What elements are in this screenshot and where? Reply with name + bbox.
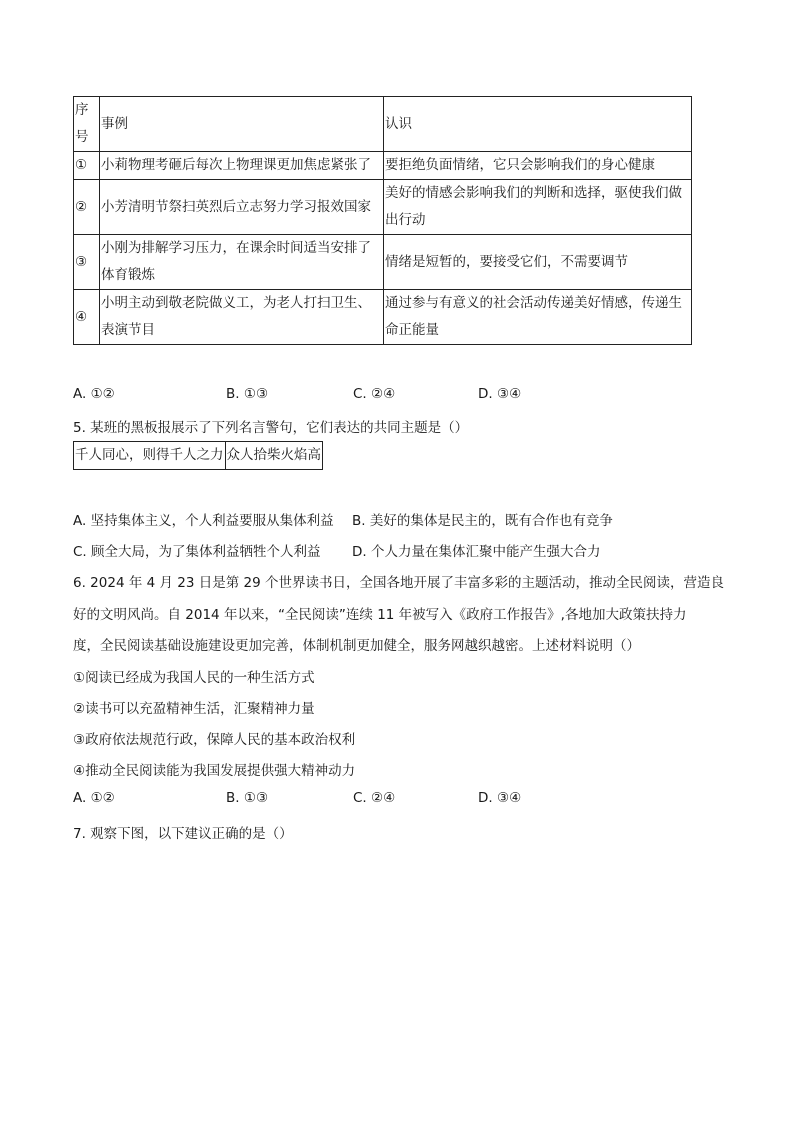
table-row <box>74 290 692 345</box>
table-header-row <box>74 97 692 152</box>
row-case: 小莉物理考砸后每次上物理课更加焦虑紧张了 <box>100 152 384 180</box>
q6-option-d[interactable]: D. ③④ <box>478 790 522 806</box>
row-understanding: 情绪是短暂的，要接受它们，不需要调节 <box>384 235 692 290</box>
q5-option-c[interactable]: C. 顾全大局，为了集体利益牺牲个人利益 <box>73 544 321 560</box>
q4-option-c[interactable]: C. ②④ <box>353 386 396 402</box>
q4-option-d[interactable]: D. ③④ <box>478 386 522 402</box>
q5-option-b[interactable]: B. 美好的集体是民主的，既有合作也有竞争 <box>352 513 613 529</box>
table-row <box>74 152 692 180</box>
q5-quote-table <box>73 441 323 470</box>
row-understanding: 通过参与有意义的社会活动传递美好情感，传递生命正能量 <box>384 290 692 345</box>
q5-option-a[interactable]: A. 坚持集体主义，个人利益要服从集体利益 <box>73 513 334 529</box>
q6-statement-2: ②读书可以充盈精神生活，汇聚精神力量 <box>73 701 315 717</box>
q6-statement-3: ③政府依法规范行政，保障人民的基本政治权利 <box>73 732 356 748</box>
row-index: ④ <box>74 290 100 345</box>
q5-stem: 5. 某班的黑板报展示了下列名言警句，它们表达的共同主题是（） <box>73 420 469 436</box>
quote-row <box>74 442 323 470</box>
quote-1: 千人同心，则得千人之力 <box>74 442 226 470</box>
row-index: ③ <box>74 235 100 290</box>
row-understanding: 美好的情感会影响我们的判断和选择，驱使我们做出行动 <box>384 180 692 235</box>
q4-table <box>73 96 692 345</box>
q6-stem-line-2: 好的文明风尚。自 2014 年以来，“全民阅读”连续 11 年被写入《政府工作报告》,各地加大政策扶持力 <box>73 607 687 623</box>
header-case: 事例 <box>100 97 384 152</box>
q6-statement-1: ①阅读已经成为我国人民的一种生活方式 <box>73 670 315 686</box>
q6-stem-line-3: 度，全民阅读基础设施建设更加完善，体制机制更加健全，服务网越织越密。上述材料说明（） <box>73 638 640 654</box>
q6-option-b[interactable]: B. ①③ <box>226 790 269 806</box>
q4-option-a[interactable]: A. ①② <box>73 386 115 402</box>
q6-stem-line-1: 6. 2024 年 4 月 23 日是第 29 个世界读书日，全国各地开展了丰富多彩的主题活动，推动全民阅读，营造良 <box>73 575 725 591</box>
table-row <box>74 235 692 290</box>
q6-option-a[interactable]: A. ①② <box>73 790 115 806</box>
row-case: 小明主动到敬老院做义工，为老人打扫卫生、表演节目 <box>100 290 384 345</box>
row-case: 小刚为排解学习压力，在课余时间适当安排了体育锻炼 <box>100 235 384 290</box>
q6-option-c[interactable]: C. ②④ <box>353 790 396 806</box>
row-understanding: 要拒绝负面情绪，它只会影响我们的身心健康 <box>384 152 692 180</box>
q5-option-d[interactable]: D. 个人力量在集体汇聚中能产生强大合力 <box>352 544 601 560</box>
header-index: 序号 <box>74 97 100 152</box>
q4-option-b[interactable]: B. ①③ <box>226 386 269 402</box>
table-row <box>74 180 692 235</box>
header-understanding: 认识 <box>384 97 692 152</box>
row-index: ① <box>74 152 100 180</box>
row-index: ② <box>74 180 100 235</box>
q6-statement-4: ④推动全民阅读能为我国发展提供强大精神动力 <box>73 763 356 779</box>
row-case: 小芳清明节祭扫英烈后立志努力学习报效国家 <box>100 180 384 235</box>
quote-2: 众人拾柴火焰高 <box>225 442 323 470</box>
q7-stem: 7. 观察下图，以下建议正确的是（） <box>73 826 293 842</box>
